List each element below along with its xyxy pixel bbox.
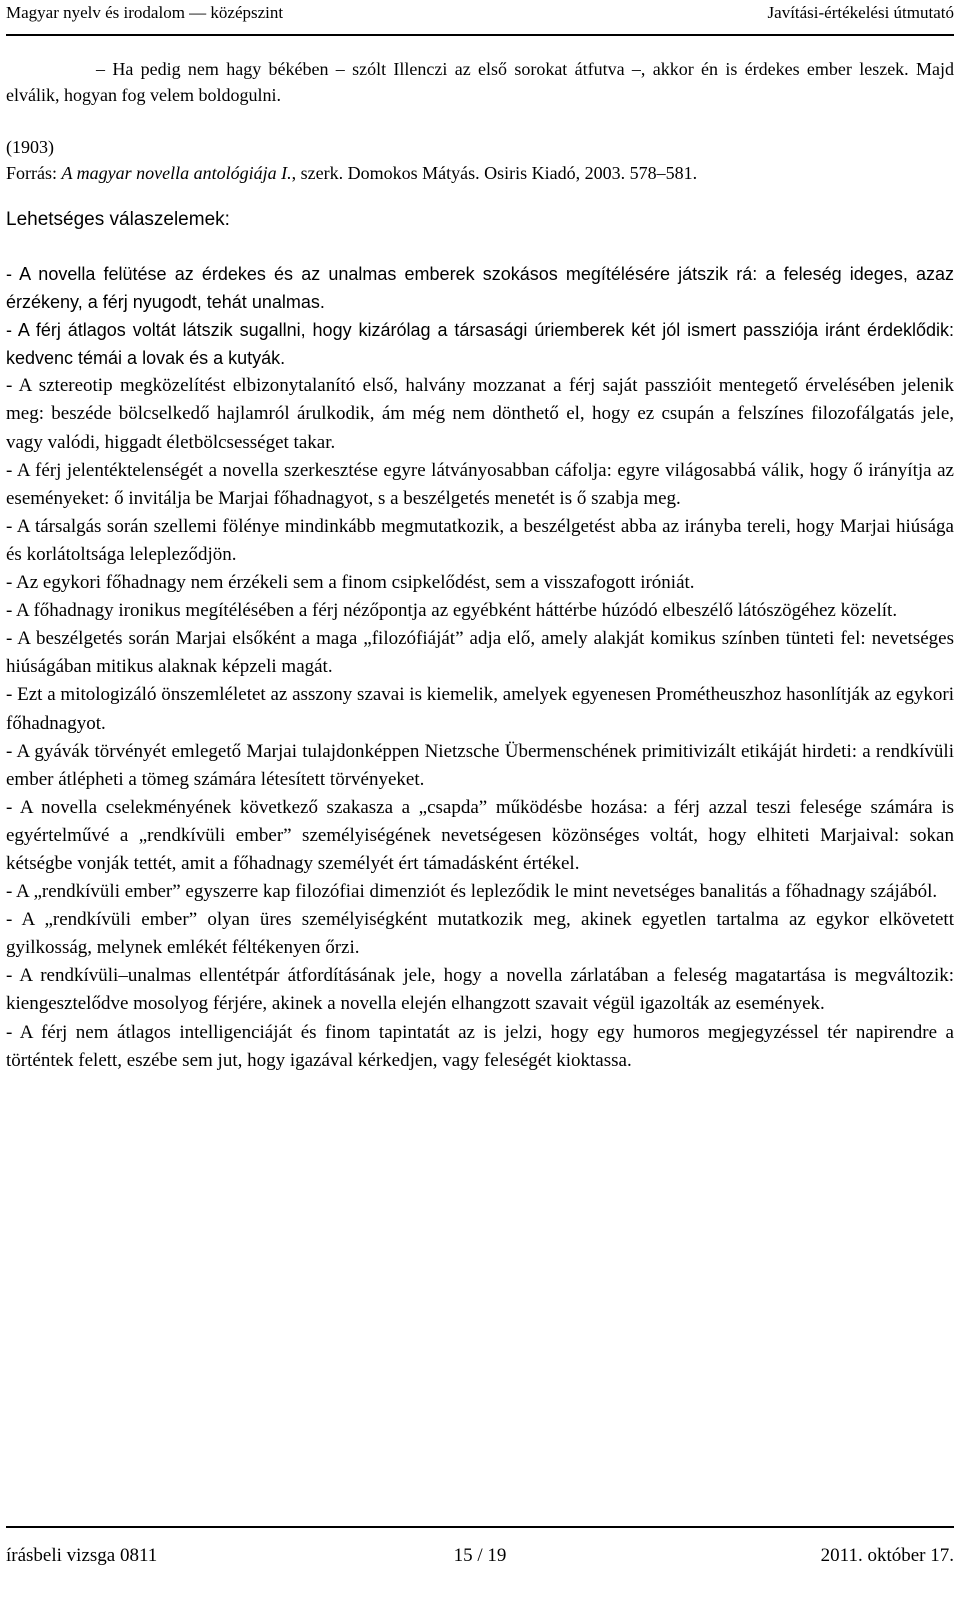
answer-item: - A férj nem átlagos intelligenciáját és finom tapintatát az is jelzi, hogy egy humoros megjegyzéssel tér napirendre a történtek felett, eszébe sem jut, hogy igazával kérkedjen, vagy feleségét kioktassa.: [6, 1021, 954, 1071]
answer-item: - A novella felütése az érdekes és az unalmas emberek szokásos megítélésére játszik rá: a feleség ideges, azaz érzékeny, a férj nyugodt, tehát unalmas.: [6, 264, 954, 313]
answer-item: - A társalgás során szellemi fölénye mindinkább megmutatkozik, a beszélgetést abba az irányba tereli, hogy Marjai hiúsága és korlátoltsága lelepleződjön.: [6, 515, 954, 565]
page-header: [6, 0, 954, 26]
answer-item: - A „rendkívüli ember” egyszerre kap filozófiai dimenziót és lepleződik le mint nevetséges banalitás a főhadnagy szájából.: [6, 881, 938, 903]
answer-item: - A főhadnagy ironikus megítélésében a férj nézőpontja az egyébként háttérbe húzódó elbeszélő látószögéhez közelít.: [6, 600, 898, 622]
answer-item: - A férj átlagos voltát látszik sugallni, hogy kizárólag a társasági úriemberek két jól ismert passziója iránt érdeklődik: kedvenc témái a lovak és a kutyák.: [6, 320, 954, 369]
answer-item: - A sztereotip megközelítést elbizonytalanító első, halvány mozzanat a férj saját passzióit mentegető érvelésében jelenik meg: beszéde bölcselkedő hajlamról árulkodik, ám még nem dönthető el, hogy ez csupán a felszínes filozofálgatás jele, vagy valódi, higgadt életbölcsességet takar.: [6, 375, 954, 453]
footer-rule: [6, 1526, 954, 1528]
page-content: [6, 56, 954, 1075]
page-footer: [6, 1542, 954, 1570]
quote-block: [6, 56, 954, 108]
answer-list-sans: [6, 260, 954, 372]
section-title: Lehetséges válaszelemek:: [6, 209, 230, 230]
source-prefix: Forrás:: [6, 163, 62, 183]
quote-line: – Ha pedig nem hagy békében – szólt Illenczi az első sorokat átfutva –, akkor én is érdekes ember leszek. Majd elválik, hogyan fog velem boldogulni.: [6, 59, 954, 105]
header-rule: [6, 34, 954, 36]
answer-item: - A „rendkívüli ember” olyan üres személyiségként mutatkozik meg, akinek egyetlen tartalma az egykor elkövetett gyilkosság, melynek emlékét féltékenyen őrzi.: [6, 909, 954, 959]
section-spacer: [6, 234, 954, 260]
source-year: (1903): [6, 137, 54, 157]
answer-item: - Az egykori főhadnagy nem érzékeli sem a finom csipkelődést, sem a visszafogott iróniát.: [6, 572, 695, 594]
answer-item: - Ezt a mitologizáló önszemléletet az asszony szavai is kiemelik, amelyek egyenesen Prométheuszhoz hasonlítják az egykori főhadnagyot.: [6, 684, 954, 734]
footer-exam-code: írásbeli vizsga 0811: [6, 1545, 158, 1566]
source-rest: , szerk. Domokos Mátyás. Osiris Kiadó, 2003. 578–581.: [291, 163, 698, 183]
footer-page-number: 15 / 19: [453, 1545, 507, 1566]
answer-item: - A férj jelentéktelenségét a novella szerkesztése egyre látványosabban cáfolja: egyre világosabbá válik, hogy ő irányítja az eseményeket: ő invitálja be Marjai főhadnagyot, s a beszélgetés menetét is ő szabja meg.: [6, 459, 954, 509]
header-right: Javítási-értékelési útmutató: [767, 3, 954, 22]
answer-item: - A beszélgetés során Marjai elsőként a maga „filozófiáját” adja elő, amely alakját komikus színben tünteti fel: nevetséges hiúságában mitikus alaknak képzeli magát.: [6, 628, 954, 678]
header-left: Magyar nyelv és irodalom — középszint: [6, 3, 284, 22]
source-title: A magyar novella antológiája I.: [61, 163, 292, 183]
answer-item: - A rendkívüli–unalmas ellentétpár átfordításának jele, hogy a novella zárlatában a feleség magatartása is megváltozik: kiengesztelődve mosolyog férjére, akinek a novella elején elhangzott szavait végül igazolták az események.: [6, 965, 954, 1015]
source-citation: [6, 160, 954, 186]
source-block: [6, 134, 954, 186]
answer-item: - A novella cselekményének következő szakasza a „csapda” működésbe hozása: a férj azzal teszi felesége számára is egyértelművé a „rendkívüli ember” személyiségének nevetségesen közönséges voltát, hogy elhiteti Marjaival: sokan kétségbe vonják tettét, amit a főhadnagy személyét ért támadásként értékel.: [6, 796, 954, 874]
answer-item: - A gyávák törvényét emlegető Marjai tulajdonképpen Nietzsche Übermenschének primitivizált etikáját hirdeti: a rendkívüli ember átlépheti a tömeg számára létesített törvényeket.: [6, 740, 954, 790]
footer-date: 2011. október 17.: [820, 1545, 954, 1566]
answer-list: [6, 372, 954, 1074]
